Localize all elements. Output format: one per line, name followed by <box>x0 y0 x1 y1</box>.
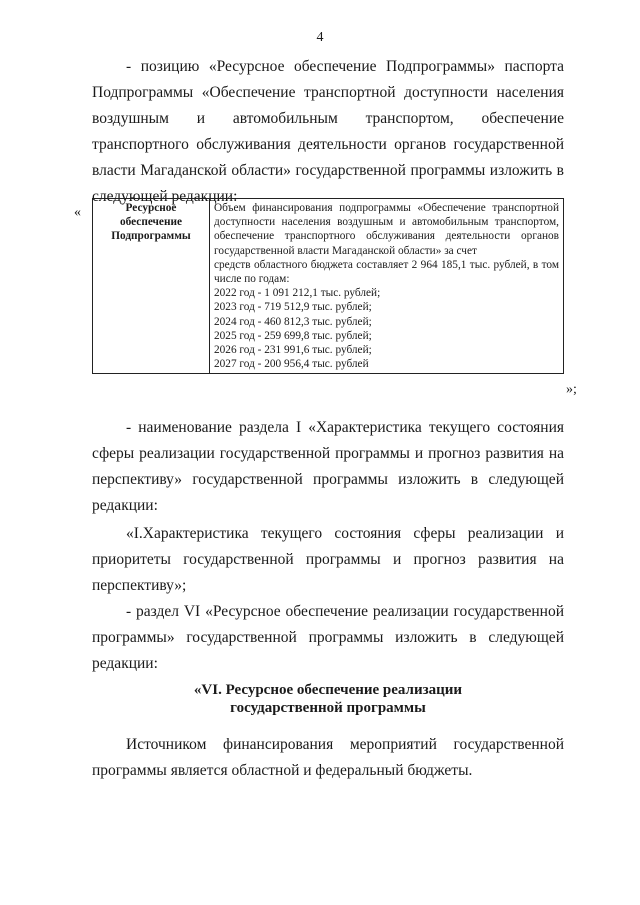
table-value-cell <box>210 199 564 374</box>
page-number: 4 <box>316 30 324 45</box>
quote-open: « <box>74 205 81 220</box>
paragraph-section-one-name: - наименование раздела I «Характеристика текущего состояния сферы реализации государственной программы и прогноз развития на перспективу» государственной программы изложить в следующей редакции: <box>92 419 564 514</box>
resource-table <box>92 198 564 374</box>
quote-close: »; <box>566 382 577 397</box>
section-six-heading <box>92 681 564 717</box>
table-year-row: 2027 год - 200 956,4 тыс. рублей <box>214 358 369 371</box>
table-year-row: 2022 год - 1 091 212,1 тыс. рублей; <box>214 287 381 300</box>
paragraph-section-one-title: «I.Характеристика текущего состояния сферы реализации и приоритеты государственной программы и прогноз развития на перспективу»; <box>92 525 564 594</box>
table-budget: средств областного бюджета составляет 2 964 185,1 тыс. рублей, в том числе по годам: <box>214 258 559 286</box>
paragraph-funding-source: Источником финансирования мероприятий государственной программы является областной и федеральный бюджеты. <box>92 736 564 779</box>
heading-line: государственной программы <box>230 700 426 716</box>
table-intro: Объем финансирования подпрограммы «Обеспечение транспортной доступности населения воздушным и автомобильным транспортом, обеспечение транспортного обслуживания деятельности органов государственной власти Магаданской области» за счет <box>214 202 559 257</box>
heading-line: «VI. Ресурсное обеспечение реализации <box>193 682 463 698</box>
table-year-row: 2023 год - 719 512,9 тыс. рублей; <box>214 301 372 314</box>
table-year-row: 2024 год - 460 812,3 тыс. рублей; <box>214 315 372 328</box>
paragraph-resource-position: - позицию «Ресурсное обеспечение Подпрограммы» паспорта Подпрограммы «Обеспечение транспортной доступности населения воздушным и автомобильным транспортом, обеспечение транспортного обслуживания деятельности органов государственной власти Магаданской области» государственной программы изложить в следующей редакции: <box>92 58 564 205</box>
table-year-row: 2025 год - 259 699,8 тыс. рублей; <box>214 329 372 342</box>
paragraph-section-six: - раздел VI «Ресурсное обеспечение реализации государственной программы» государственной программы изложить в следующей редакции: <box>92 603 564 672</box>
table-year-row: 2026 год - 231 991,6 тыс. рублей; <box>214 344 372 357</box>
table-label-cell: Ресурсное обеспечение Подпрограммы <box>93 199 210 374</box>
